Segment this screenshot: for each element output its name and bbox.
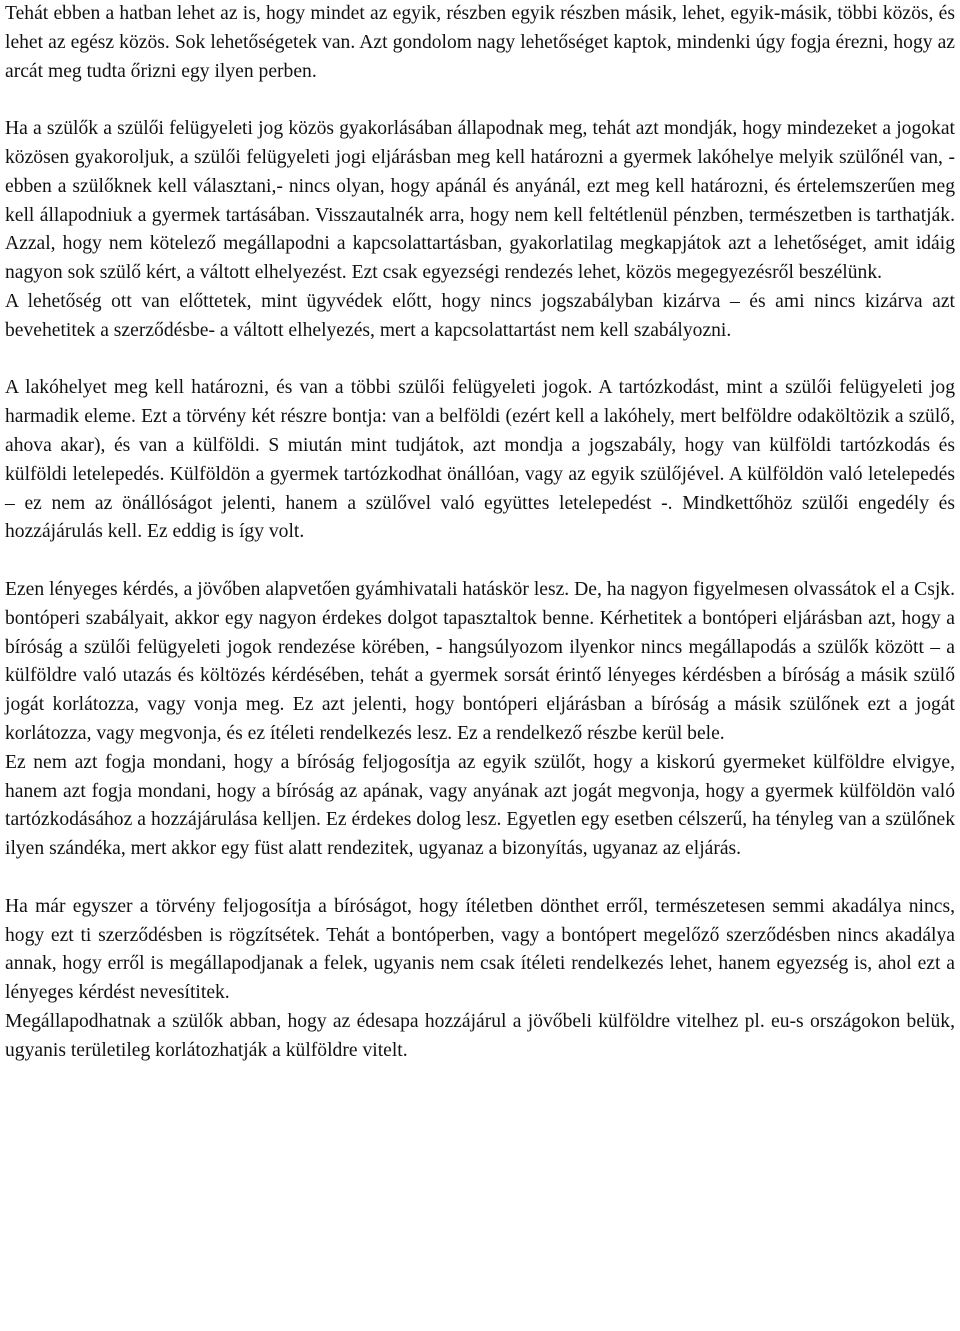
document-page [5,0,955,1065]
paragraph-4: A lakóhelyet meg kell határozni, és van a többi szülői felügyeleti jogok. A tartózkodást, mint a szülői felügyeleti jog harmadik eleme. Ezt a törvény két részre bontja: van a belföldi (ezért kell a lakóhely, mert belföldre odaköltözik a szülő, ahova akar), és van a külföldi. S miután mint tudjátok, azt mondja a jogszabály, hogy van külföldi tartózkodás és külföldi letelepedés. Külföldön a gyermek tartózkodhat önállóan, vagy az egyik szülőjével. A külföldön való letelepedés – ez nem az önállóságot jelenti, hanem a szülővel való együttes letelepedést -. Mindkettőhöz szülői engedély és hozzájárulás kell. Ez eddig is így volt. [5,377,955,543]
paragraph-8: Megállapodhatnak a szülők abban, hogy az édesapa hozzájárul a jövőbeli külföldre vitelhez pl. eu-s országokon belük, ugyanis területileg korlátozhatják a külföldre vitelt. [5,1010,955,1061]
paragraph-2: Ha a szülők a szülői felügyeleti jog közös gyakorlásában állapodnak meg, tehát azt mondják, hogy mindezeket a jogokat közösen gyakoroljuk, a szülői felügyeleti jogi eljárásban meg kell határozni a gyermek lakóhelye melyik szülőnél van, - ebben a szülőknek kell választani,- nincs olyan, hogy apánál és anyánál, ezt meg kell határozni, és értelemszerűen meg kell állapodniuk a gyermek tartásában. Visszautalnék arra, hogy nem kell feltétlenül pénzben, természetben is tarthatják. Azzal, hogy nem kötelező megállapodni a kapcsolattartásban, gyakorlatilag megkapjátok azt a lehetőséget, amit idáig nagyon sok szülő kért, a váltott elhelyezést. Ezt csak egyezségi rendezés lehet, közös megegyezésről beszélünk. [5,118,955,284]
paragraph-spacer [5,86,955,115]
paragraph-spacer [5,346,955,375]
paragraph-6: Ez nem azt fogja mondani, hogy a bíróság feljogosítja az egyik szülőt, hogy a kiskorú gyermeket külföldre elvigye, hanem azt fogja mondani, hogy a bíróság az apának, vagy anyának azt jogát megvonja, hogy a gyermek külföldön való tartózkodásához a hozzájárulása kelljen. Ez érdekes dolog lesz. Egyetlen egy esetben célszerű, ha tényleg van a szülőnek ilyen szándéka, mert akkor egy füst alatt rendezitek, ugyanaz a bizonyítás, ugyanaz az eljárás. [5,751,955,860]
paragraph-5: Ezen lényeges kérdés, a jövőben alapvetően gyámhivatali hatáskör lesz. De, ha nagyon figyelmesen olvassátok el a Csjk. bontóperi szabályait, akkor egy nagyon érdekes dolgot tapasztaltok benne. Kérhetitek a bontóperi eljárásban azt, hogy a bíróság a szülői felügyeleti jogok rendezése körében, - hangsúlyozom ilyenkor nincs megállapodás a szülők között – a külföldre való utazás és költözés kérdésében, tehát a gyermek sorsát érintő lényeges kérdésben a bíróság a másik szülő jogát korlátozza, vagy vonja meg. Ez azt jelenti, hogy bontóperi eljárásban a bíróság a másik szülőnek ezt a jogát korlátozza, vagy megvonja, és ez ítéleti rendelkezés lesz. Ez a rendelkező részbe kerül bele. [5,578,955,744]
paragraph-7: Ha már egyszer a törvény feljogosítja a bíróságot, hogy ítéletben dönthet erről, természetesen semmi akadálya nincs, hogy ezt ti szerződésben is rögzítsétek. Tehát a bontóperben, vagy a bontópert megelőző szerződésben nincs akadálya annak, hogy erről is megállapodjanak a felek, ugyanis nem csak ítéleti rendelkezés lehet, hanem egyezség is, ahol ezt a lényeges kérdést nevesítitek. [5,895,955,1004]
paragraph-spacer [5,864,955,893]
paragraph-3: A lehetőség ott van előttetek, mint ügyvédek előtt, hogy nincs jogszabályban kizárva – és ami nincs kizárva azt bevehetitek a szerződésbe- a váltott elhelyezés, mert a kapcsolattartást nem kell szabályozni. [5,290,955,341]
paragraph-1: Tehát ebben a hatban lehet az is, hogy mindet az egyik, részben egyik részben másik, lehet, egyik-másik, többi közös, és lehet az egész közös. Sok lehetőségetek van. Azt gondolom nagy lehetőséget kaptok, mindenki úgy fogja érezni, hogy az arcát meg tudta őrizni egy ilyen perben. [5,3,955,82]
paragraph-spacer [5,547,955,576]
